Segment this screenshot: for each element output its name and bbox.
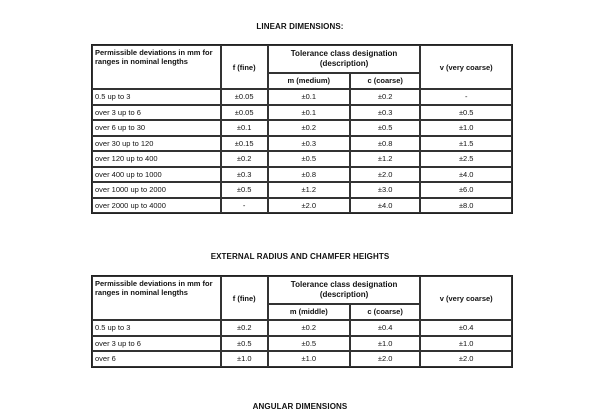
coarse-cell: ±0.2: [350, 89, 421, 105]
medium-cell: ±0.2: [268, 120, 350, 136]
fine-cell: ±0.15: [221, 136, 268, 152]
fine-cell: ±0.05: [221, 105, 268, 121]
table-row: [92, 151, 512, 167]
range-cell: over 1000 up to 2000: [92, 182, 221, 198]
linear-dimensions-title: LINEAR DIMENSIONS:: [256, 22, 344, 31]
fine-cell: ±0.05: [221, 89, 268, 105]
header-medium: m (medium): [268, 73, 350, 89]
header-tolerance-class: Tolerance class designation (description): [268, 45, 421, 73]
medium-cell: ±0.5: [268, 336, 350, 352]
fine-cell: ±0.1: [221, 120, 268, 136]
header-middle: m (middle): [268, 304, 350, 320]
header-very-coarse: v (very coarse): [420, 45, 512, 89]
fine-cell: ±0.5: [221, 336, 268, 352]
table-row: [92, 320, 512, 336]
header-very-coarse: v (very coarse): [420, 276, 512, 320]
coarse-cell: ±4.0: [350, 198, 421, 214]
fine-cell: ±0.2: [221, 151, 268, 167]
range-cell: over 30 up to 120: [92, 136, 221, 152]
table-row: [92, 89, 512, 105]
medium-cell: ±0.2: [268, 320, 350, 336]
coarse-cell: ±0.5: [350, 120, 421, 136]
table-row: [92, 351, 512, 367]
coarse-cell: ±2.0: [350, 167, 421, 183]
linear-dimensions-table: [91, 44, 513, 214]
very-coarse-cell: ±6.0: [420, 182, 512, 198]
fine-cell: ±0.2: [221, 320, 268, 336]
fine-cell: ±0.3: [221, 167, 268, 183]
range-cell: over 3 up to 6: [92, 336, 221, 352]
coarse-cell: ±1.2: [350, 151, 421, 167]
range-cell: 0.5 up to 3: [92, 89, 221, 105]
header-fine: f (fine): [221, 276, 268, 320]
header-coarse: c (coarse): [350, 304, 421, 320]
header-tolerance-class: Tolerance class designation (description): [268, 276, 421, 304]
range-cell: over 3 up to 6: [92, 105, 221, 121]
fine-cell: -: [221, 198, 268, 214]
very-coarse-cell: ±8.0: [420, 198, 512, 214]
range-cell: over 6: [92, 351, 221, 367]
table-row: [92, 336, 512, 352]
very-coarse-cell: ±0.4: [420, 320, 512, 336]
very-coarse-cell: ±4.0: [420, 167, 512, 183]
table-header-row: [92, 276, 512, 304]
medium-cell: ±2.0: [268, 198, 350, 214]
table-row: [92, 105, 512, 121]
range-cell: over 400 up to 1000: [92, 167, 221, 183]
medium-cell: ±0.5: [268, 151, 350, 167]
header-fine: f (fine): [221, 45, 268, 89]
medium-cell: ±1.0: [268, 351, 350, 367]
very-coarse-cell: ±1.0: [420, 336, 512, 352]
very-coarse-cell: ±2.5: [420, 151, 512, 167]
coarse-cell: ±3.0: [350, 182, 421, 198]
table-row: [92, 120, 512, 136]
coarse-cell: ±2.0: [350, 351, 421, 367]
coarse-cell: ±1.0: [350, 336, 421, 352]
table-row: [92, 136, 512, 152]
medium-cell: ±1.2: [268, 182, 350, 198]
table-header-row: [92, 45, 512, 73]
medium-cell: ±0.1: [268, 105, 350, 121]
table-row: [92, 182, 512, 198]
medium-cell: ±0.8: [268, 167, 350, 183]
very-coarse-cell: -: [420, 89, 512, 105]
coarse-cell: ±0.4: [350, 320, 421, 336]
radius-chamfer-title: EXTERNAL RADIUS AND CHAMFER HEIGHTS: [210, 252, 390, 261]
angular-dimensions-title: ANGULAR DIMENSIONS: [252, 402, 348, 411]
very-coarse-cell: ±1.0: [420, 120, 512, 136]
medium-cell: ±0.3: [268, 136, 350, 152]
fine-cell: ±0.5: [221, 182, 268, 198]
range-cell: 0.5 up to 3: [92, 320, 221, 336]
table-row: [92, 198, 512, 214]
table-row: [92, 167, 512, 183]
fine-cell: ±1.0: [221, 351, 268, 367]
header-coarse: c (coarse): [350, 73, 421, 89]
medium-cell: ±0.1: [268, 89, 350, 105]
header-permissible-deviations: Permissible deviations in mm for ranges in nominal lengths: [92, 276, 221, 320]
coarse-cell: ±0.8: [350, 136, 421, 152]
range-cell: over 120 up to 400: [92, 151, 221, 167]
radius-chamfer-table: [91, 275, 513, 368]
range-cell: over 6 up to 30: [92, 120, 221, 136]
very-coarse-cell: ±2.0: [420, 351, 512, 367]
very-coarse-cell: ±0.5: [420, 105, 512, 121]
range-cell: over 2000 up to 4000: [92, 198, 221, 214]
header-permissible-deviations: Permissible deviations in mm for ranges in nominal lengths: [92, 45, 221, 89]
very-coarse-cell: ±1.5: [420, 136, 512, 152]
coarse-cell: ±0.3: [350, 105, 421, 121]
